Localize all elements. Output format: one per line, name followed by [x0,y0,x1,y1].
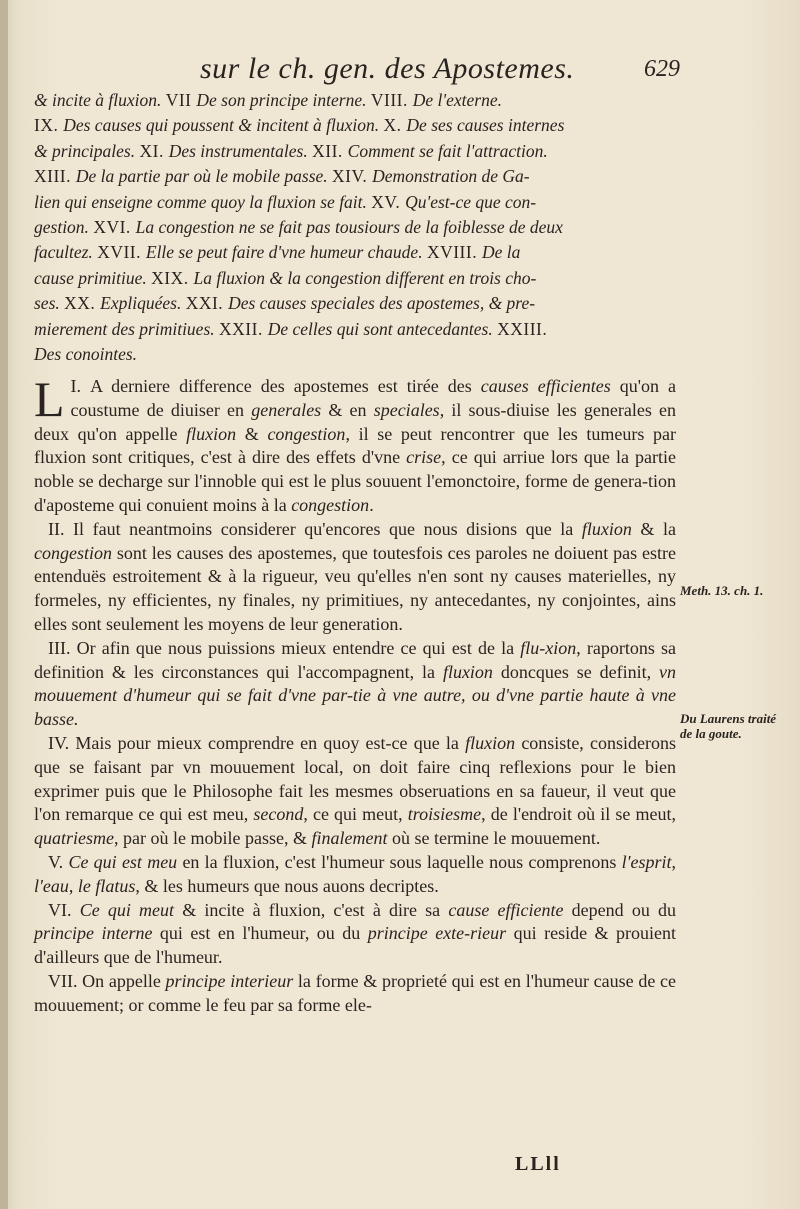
text: VII. On appelle [48,970,166,991]
text: , ce qui arriue lors que la partie noble se decharge sur l'innoble qui est le plus souuent l'emonctoire, forme de genera-tion d'aposteme qui conuient moins à la [34,447,676,515]
summary-line [34,190,674,215]
summary-italic-text: La fluxion & la congestion different en trois cho- [193,267,537,288]
paragraph [34,371,676,518]
italic-text: principe exte-rieur [367,923,507,944]
italic-text: congestion [34,542,112,563]
text: depend ou du [563,899,677,920]
summary-italic-text: lien qui enseigne comme quoy la fluxion se fait. [34,191,372,212]
text: , de l'endroit où il se meut, [481,804,676,825]
italic-text: fluxion [186,423,237,444]
text: & incite à fluxion, c'est à dire sa [174,899,449,920]
italic-text: principe interieur [165,970,294,991]
running-title: sur le ch. gen. des Apostemes. [200,52,575,85]
italic-text: second [253,804,304,825]
summary-line [34,240,674,265]
summary-italic-text: & principales. [34,140,140,161]
text: VI. [48,899,80,920]
summary-section-number: XX. [64,293,101,314]
summary-line [34,342,674,367]
text: , ce qui meut, [303,804,408,825]
summary-italic-text: Elle se peut faire d'vne humeur chaude. [145,242,427,263]
italic-text: generales [251,399,322,420]
paragraph [34,899,676,970]
italic-text: l'eau [34,875,69,896]
text: I. [70,376,91,396]
text: , il se peut rencontrer que les tumeurs par fluxion sont critiques, c'est à dire des effets d'vne [34,423,676,468]
summary-italic-text: Demonstration de Ga- [372,166,530,187]
italic-text: Ce qui meut [79,899,175,920]
summary-italic-text: De ses causes internes [406,115,565,136]
summary-section-number: XVI. [93,217,136,238]
text: & la [631,518,676,539]
italic-text: fluxion [442,661,493,682]
italic-text: congestion [267,423,346,444]
summary-section-number: XVIII. [426,242,482,263]
summary-section-number: XV. [371,191,406,212]
summary-italic-text: ses. [34,293,65,314]
paragraph [34,851,676,899]
summary-italic-text: Qu'est-ce que con- [405,191,537,212]
paragraph [34,970,676,1018]
summary-line [34,139,674,164]
running-header [200,52,680,88]
summary-section-number: XIX. [151,267,194,288]
summary-italic-text: De celles qui sont antecedantes. [267,318,498,339]
text: où se termine le mouuement. [387,828,601,849]
text: & [236,423,268,444]
text: , raportons sa definition & les circonstances qui l'accompagnent, la [34,637,676,682]
italic-text: troisiesme [407,804,482,825]
summary-line [34,317,674,342]
chapter-summary [34,88,674,367]
summary-section-number: VII [165,90,197,110]
summary-italic-text: Des causes qui poussent & incitent à fluxion. [63,115,384,136]
summary-line [34,164,674,189]
summary-italic-text: De la [481,242,521,263]
summary-line [34,291,674,316]
italic-text: crise [406,447,442,468]
main-text [34,371,677,1018]
summary-italic-text: cause primitiue. [34,267,152,288]
summary-italic-text: De la partie par où le mobile passe. [75,166,333,187]
summary-line [34,113,674,138]
text: , [671,851,676,872]
summary-italic-text: Des instrumentales. [168,140,313,161]
text: , il sous-diuise les generales en deux qu'on appelle [34,399,676,444]
summary-section-number: XIV. [332,166,373,187]
page-number: 629 [644,56,680,82]
summary-italic-text: & incite à fluxion. [34,90,166,110]
summary-section-number: XVII. [97,242,146,263]
text: , & les humeurs que nous auons decriptes. [135,875,439,896]
text: II. Il faut neantmoins considerer qu'encores que nous disions que la [48,518,582,539]
italic-text: fluxion [465,732,516,753]
summary-section-number: XII. [312,140,348,161]
text: qui est en l'humeur, ou du [152,923,368,944]
summary-italic-text: De l'externe. [412,90,503,110]
text: . [369,494,374,515]
summary-line [34,266,674,291]
summary-italic-text: facultez. [34,242,98,263]
margin-note-meth: Meth. 13. ch. 1. [680,583,764,598]
italic-text: principe interne [34,923,153,944]
paragraph [34,637,676,732]
text: doncques se definit, [492,661,660,682]
text: III. Or afin que nous puissions mieux entendre ce qui est de la [48,637,521,658]
summary-section-number: XXII. [219,318,268,339]
summary-italic-text: La congestion ne se fait pas tousiours de la foiblesse de deux [135,217,563,238]
summary-italic-text: Des conointes. [34,344,138,365]
italic-text: flu-xion [520,637,577,658]
italic-text: Ce qui est meu [68,851,178,872]
text: en la fluxion, c'est l'humeur sous laquelle nous comprenons [177,851,622,872]
text: , par où le mobile passe, & [114,828,312,849]
summary-section-number: XXI. [185,293,229,314]
italic-text: quatriesme [34,828,114,849]
paragraph [34,518,676,637]
summary-italic-text: Comment se fait l'attraction. [347,140,548,161]
signature-mark: LLll [515,1153,561,1175]
italic-text: vn mouuement d'humeur qui se fait d'vne par-tie à vne autre, ou d'vne partie haute à vne basse. [34,661,677,730]
text: A derniere difference des apostemes est tirée des [90,376,481,396]
text: sont les causes des apostemes, que toutesfois ces paroles ne doiuent pas estre entenduës estroitement & à la rigueur, veu qu'elles n'en sont ny causes materielles, ny formeles, ny efficientes, ny finales, ny primitiues, ny antecedantes, ny conjointes, ains elles sont seulement les moyens de leur generation. [34,542,676,634]
italic-text: speciales [373,399,440,420]
summary-section-number: VIII. [370,90,413,110]
summary-italic-text: mierement des primitiues. [34,318,220,339]
summary-italic-text: De son principe interne. [196,90,371,110]
summary-line [34,215,674,240]
paragraph [34,732,676,851]
text: IV. Mais pour mieux comprendre en quoy est-ce que la [48,732,466,753]
summary-italic-text: Des causes speciales des apostemes, & pre- [228,293,536,314]
summary-line [34,88,674,113]
italic-text: fluxion [581,518,632,539]
italic-text: causes efficientes [480,376,611,396]
summary-section-number: XXIII. [497,318,548,339]
margin-note-laurens: Du Laurens traité de la goute. [680,711,777,741]
summary-section-number: IX. [34,115,64,136]
text: la forme & proprieté qui est en l'humeur cause de ce mouuement; or comme le feu par sa forme ele- [34,970,676,1015]
book-spine [0,0,8,1209]
text: & en [321,399,374,420]
text: consiste, considerons que se faisant par vn mouuement local, on doit faire cinq reflexions pour le bien exprimer puis que le Philosophe fait les mesmes obseruations en sa faueur, il veut que l'on remarque ce qui est meu, [34,732,676,825]
text: V. [48,851,69,872]
text: qu'on a coustume de diuiser en [70,376,676,420]
summary-italic-text: Expliquées. [100,293,186,314]
italic-text: cause efficiente [448,899,564,920]
italic-text: le flatus [77,875,136,896]
summary-section-number: XIII. [34,166,76,187]
summary-section-number: XI. [139,140,169,161]
text: qui reside & prouient d'ailleurs que de l'humeur. [34,923,676,968]
italic-text: l'esprit [621,851,672,872]
italic-text: congestion [291,494,370,515]
drop-cap: L [34,371,65,427]
italic-text: finalement [311,828,388,849]
summary-section-number: X. [383,115,407,136]
summary-italic-text: gestion. [34,217,94,238]
text: , [68,875,78,896]
